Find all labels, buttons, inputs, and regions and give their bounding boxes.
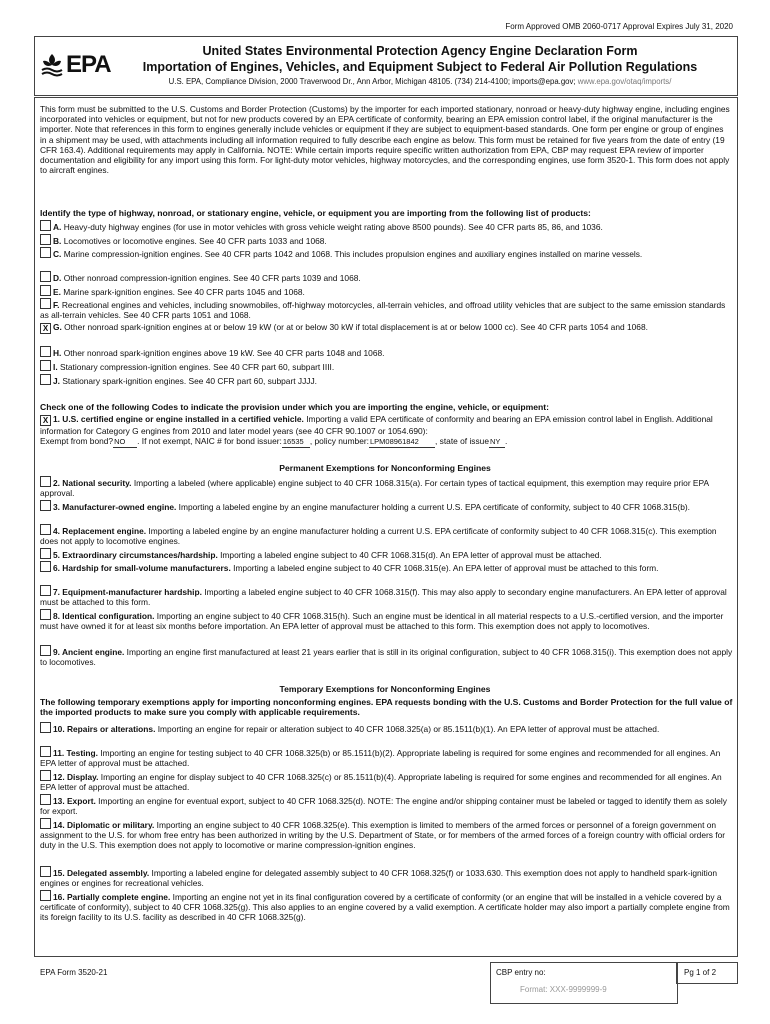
agency-address: [120, 77, 720, 86]
item-title: 15. Delegated assembly.: [53, 868, 150, 878]
code-1-title: 1. U.S. certified engine or engine installed in a certified vehicle.: [53, 414, 304, 424]
form-subtitle: Importation of Engines, Vehicles, and Equipment Subject to Federal Air Pollution Regulations: [142, 60, 698, 74]
item-title: 16. Partially complete engine.: [53, 892, 171, 902]
item-text: Importing a labeled engine subject to 40 CFR 1068.315(e). An EPA letter of approval must be attached to this form.: [230, 563, 659, 573]
item-title: 2. National security.: [53, 478, 132, 488]
item-title: 6. Hardship for small-volume manufacturers.: [53, 563, 231, 573]
item-text: Importing an engine for display subject to 40 CFR 1068.325(c) or 85.1511(b)(4). Appropriate labeling is required for some engines and recommended for all engines. An EPA letter of approval must be attached.: [40, 772, 722, 793]
item-checkbox[interactable]: [40, 285, 51, 296]
item-checkbox[interactable]: [40, 374, 51, 385]
item-title: C.: [53, 249, 62, 259]
item-checkbox[interactable]: [40, 220, 51, 231]
item-text: Importing an engine subject to 40 CFR 1068.315(h). Such an engine must be identical in all material respects to a U.S.-certified version, and the importer must have owned it for at least six months before importation. An EPA letter of approval must be attached to this form. This exemption does not apply to locomotives.: [40, 611, 724, 632]
codes-heading: Check one of the following Codes to indicate the provision under which you are importing the engine, vehicle, or equipment:: [40, 402, 549, 412]
bond-exempt-field[interactable]: NO: [113, 437, 137, 448]
list-item: [40, 271, 734, 283]
epa-logo: [40, 50, 116, 80]
item-checkbox[interactable]: [40, 770, 51, 781]
policy-number-field[interactable]: LPM08961842: [369, 437, 435, 448]
item-text: Stationary spark-ignition engines. See 40 CFR part 60, subpart JJJJ.: [62, 376, 317, 386]
item-text: Importing an engine for repair or alteration subject to 40 CFR 1068.325(a) or 85.1511(b)(1). An EPA letter of approval must be attached.: [155, 724, 660, 734]
state-prefix: , state of issue: [435, 436, 489, 447]
item-text: Importing a labeled engine subject to 40 CFR 1068.315(d). An EPA letter of approval must be attached.: [217, 550, 602, 560]
address-text: U.S. EPA, Compliance Division, 2000 Traverwood Dr., Ann Arbor, Michigan 48105. (734) 214-4100; imports@epa.gov;: [168, 77, 576, 86]
item-text: Marine compression-ignition engines. See 40 CFR parts 1042 and 1068. This includes propulsion engines and auxiliary engines installed on marine vessels.: [63, 249, 643, 259]
item-title: H.: [53, 348, 62, 358]
temporary-bond-note: The following temporary exemptions apply for importing nonconforming engines. EPA requests bonding with the U.S. Customs and Border Protection for the full value of the imported products to make sure you comply with applicable requirements.: [40, 697, 733, 718]
list-item: [40, 524, 734, 546]
item-checkbox[interactable]: [40, 722, 51, 733]
list-item: [40, 609, 734, 631]
list-item: [40, 374, 734, 386]
item-title: B.: [53, 236, 62, 246]
item-title: 9. Ancient engine.: [53, 647, 125, 657]
list-item: [40, 247, 734, 259]
list-item: [40, 500, 734, 512]
list-item: [40, 561, 734, 573]
item-title: I.: [53, 362, 58, 372]
item-title: 3. Manufacturer-owned engine.: [53, 502, 177, 512]
list-item: [40, 346, 734, 358]
item-checkbox[interactable]: [40, 866, 51, 877]
item-text: Importing an engine subject to 40 CFR 1068.325(e). This exemption is limited to members of the armed forces or personnel of a foreign government on assignment to the U.S. for whom free entry has been authorized in writing by the U.S. Department of State, or for members of the armed forces of a foreign country with official orders for duty in the U.S. This exemption does not apply to locomotive or marine compression-ignition engines.: [40, 820, 726, 851]
item-title: 7. Equipment-manufacturer hardship.: [53, 587, 202, 597]
item-checkbox[interactable]: [40, 360, 51, 371]
list-item: [40, 322, 734, 334]
cbp-entry-label: CBP entry no:: [496, 968, 546, 977]
item-checkbox[interactable]: [40, 271, 51, 282]
item-checkbox[interactable]: [40, 746, 51, 757]
item-checkbox[interactable]: X: [40, 323, 51, 334]
permanent-heading: Permanent Exemptions for Nonconforming Engines: [279, 463, 491, 473]
item-text: Importing an engine not yet in its final configuration covered by a certificate of conformity (or an engine that will be installed in a vehicle covered by a certificate of conformity), subject to 40 CFR 1068.325(g). This also applies to an engine covered by a valid exemption. A certificate holder may also import a partially complete engine from its foreign facility to its U.S. facility as described in 40 CFR 1068.325(g).: [40, 892, 730, 923]
item-text: Locomotives or locomotive engines. See 40 CFR parts 1033 and 1068.: [63, 236, 327, 246]
list-item: [40, 818, 734, 851]
item-title: J.: [53, 376, 60, 386]
item-checkbox[interactable]: [40, 524, 51, 535]
item-checkbox[interactable]: [40, 247, 51, 258]
list-item: [40, 770, 734, 792]
item-title: 10. Repairs or alterations.: [53, 724, 156, 734]
item-checkbox[interactable]: [40, 609, 51, 620]
code-1-item: X 1. U.S. certified engine or engine installed in a certified vehicle. Importing a valid EPA certificate of conformity and bearing an EPA emission control label in English. Additional information for Category G engines from 2010 and later model years (see 40 CFR 90.1007 or 1054.690): Exempt from bond?NO . If not exempt, NAIC # for bond issuer:16535 , policy number:LPM08961842 , state of issueNY .: [40, 414, 734, 448]
approval-text: Form Approved OMB 2060-0717 Approval Expires July 31, 2020: [505, 22, 733, 31]
item-text: Importing a labeled engine by an engine manufacturer holding a current U.S. EPA certificate of conformity, subject to 40 CFR 1068.315(b).: [176, 502, 690, 512]
item-text: Importing an engine for eventual export, subject to 40 CFR 1068.325(d). NOTE: The engine and/or shipping container must be labeled or tagged to identify them as solely for export.: [40, 796, 727, 817]
list-item: [40, 548, 734, 560]
naic-prefix: . If not exempt, NAIC # for bond issuer:: [137, 436, 282, 447]
list-item: [40, 476, 734, 498]
list-item: [40, 285, 734, 297]
list-item: [40, 298, 734, 320]
item-text: Heavy-duty highway engines (for use in motor vehicles with gross vehicle weight rating above 8500 pounds). See 40 CFR parts 85, 86, and 1036.: [63, 222, 603, 232]
item-checkbox[interactable]: [40, 645, 51, 656]
list-item: [40, 585, 734, 607]
item-text: Marine spark-ignition engines. See 40 CFR parts 1045 and 1068.: [63, 287, 305, 297]
list-item: [40, 746, 734, 768]
form-number: EPA Form 3520-21: [40, 968, 108, 977]
item-checkbox[interactable]: [40, 890, 51, 901]
policy-prefix: , policy number:: [309, 436, 369, 447]
item-title: 5. Extraordinary circumstances/hardship.: [53, 550, 218, 560]
item-checkbox[interactable]: [40, 585, 51, 596]
item-text: Importing a labeled engine for delegated assembly subject to 40 CFR 1068.325(f) or 1033.630. This exemption does not apply to handheld spark-ignition engines or engines for recreational vehicles.: [40, 868, 718, 889]
list-item: [40, 234, 734, 246]
item-title: A.: [53, 222, 62, 232]
code-1-text: Importing a valid EPA certificate of conformity and bearing an EPA emission control label in English. Additional information for Category G engines from 2010 and later model years (see 40 CFR 90.1007 or 1054.690):: [40, 414, 713, 436]
item-checkbox[interactable]: [40, 818, 51, 829]
item-checkbox[interactable]: [40, 548, 51, 559]
epa-flower-icon: [40, 52, 64, 78]
item-checkbox[interactable]: [40, 794, 51, 805]
list-item: [40, 890, 734, 923]
list-item: [40, 722, 734, 734]
list-item: [40, 360, 734, 372]
item-title: E.: [53, 287, 61, 297]
list-item: [40, 794, 734, 816]
list-item: [40, 220, 734, 232]
item-text: Importing a labeled engine by an engine manufacturer holding a current U.S. EPA certificate of conformity subject to 40 CFR 1068.315(c). This exemption does not apply to locomotive engines.: [40, 526, 717, 547]
naic-field[interactable]: 16535: [282, 437, 310, 448]
item-text: Recreational engines and vehicles, including snowmobiles, off-highway motorcycles, all-terrain vehicles, and offroad utility vehicles that are subject to the same emission standards as all-terrain vehicles. See 40 CFR parts 1051 and 1068.: [40, 300, 726, 321]
item-title: G.: [53, 322, 62, 332]
item-text: Importing a labeled engine subject to 40 CFR 1068.315(f). This may also apply to secondary engine manufacturers. An EPA letter of approval must be attached to this form.: [40, 587, 727, 608]
item-title: 14. Diplomatic or military.: [53, 820, 155, 830]
list-item: [40, 645, 734, 667]
temporary-heading: Temporary Exemptions for Nonconforming Engines: [279, 684, 491, 694]
item-checkbox[interactable]: [40, 500, 51, 511]
item-checkbox[interactable]: [40, 298, 51, 309]
state-field[interactable]: NY: [489, 437, 505, 448]
item-title: 12. Display.: [53, 772, 99, 782]
products-heading: Identify the type of highway, nonroad, or stationary engine, vehicle, or equipment you are importing from the following list of products:: [40, 208, 591, 218]
cbp-entry-field[interactable]: Format: XXX-9999999-9: [520, 985, 607, 994]
intro-paragraph: This form must be submitted to the U.S. Customs and Border Protection (Customs) by the importer for each imported stationary, nonroad or heavy-duty highway engine, including engines incorporated into vehicles or equipment, but not for new products covered by an EPA certificate of conformity, bearing an EPA emission control label, if the original manufacturer is the importer. Note that references in this form to engines generally include vehicles or equipment if they are subject to equipment-based standards. One form per engine or group of engines in a shipment may be used, with attachments including all information required to fully describe each engine as below. This form must be retained for five years from the date of entry (19 CFR 163.4). Additional requirements may apply in California. NOTE: While certain imports require specific written authorization from EPA, CBP may request EPA review of importer documentation and eligibility for any import using this form. For light-duty motor vehicles, highway motorcycles, and the corresponding engines, use form 3520-1. This form does not apply to aircraft engines.: [40, 104, 730, 176]
item-text: Other nonroad compression-ignition engines. See 40 CFR parts 1039 and 1068.: [63, 273, 361, 283]
item-checkbox[interactable]: [40, 476, 51, 487]
item-title: 13. Export.: [53, 796, 96, 806]
bond-prefix: Exempt from bond?: [40, 436, 114, 447]
item-checkbox[interactable]: [40, 346, 51, 357]
code-1-checkbox[interactable]: X: [40, 415, 51, 426]
item-title: 4. Replacement engine.: [53, 526, 147, 536]
item-text: Other nonroad spark-ignition engines above 19 kW. See 40 CFR parts 1048 and 1068.: [63, 348, 385, 358]
page-number: Pg 1 of 2: [684, 968, 717, 977]
item-text: Importing an engine first manufactured at least 21 years earlier that is still in its original configuration, subject to 40 CFR 1068.315(i). This exemption does not apply to locomotives.: [40, 647, 733, 668]
item-text: Importing an engine for testing subject to 40 CFR 1068.325(b) or 85.1511(b)(2). Appropriate labeling is required for some engines and recommended for all engines. An EPA letter of approval must be attached.: [40, 748, 721, 769]
item-title: 11. Testing.: [53, 748, 98, 758]
item-title: D.: [53, 273, 62, 283]
imports-url[interactable]: www.epa.gov/otaq/imports/: [577, 77, 672, 86]
list-item: [40, 866, 734, 888]
item-checkbox[interactable]: [40, 561, 51, 572]
item-text: Importing a labeled (where applicable) engine subject to 40 CFR 1068.315(a). For certain types of tactical equipment, this exemption may require prior EPA approval.: [40, 478, 709, 499]
item-text: Other nonroad spark-ignition engines at or below 19 kW (or at or below 30 kW if total displacement is at or below 1000 cc). See 40 CFR parts 1054 and 1068.: [64, 322, 648, 332]
item-title: F.: [53, 300, 60, 310]
item-checkbox[interactable]: [40, 234, 51, 245]
item-text: Stationary compression-ignition engines. See 40 CFR part 60, subpart IIII.: [59, 362, 335, 372]
item-title: 8. Identical configuration.: [53, 611, 155, 621]
logo-text: EPA: [66, 51, 111, 78]
form-title: United States Environmental Protection Agency Engine Declaration Form: [202, 44, 638, 58]
